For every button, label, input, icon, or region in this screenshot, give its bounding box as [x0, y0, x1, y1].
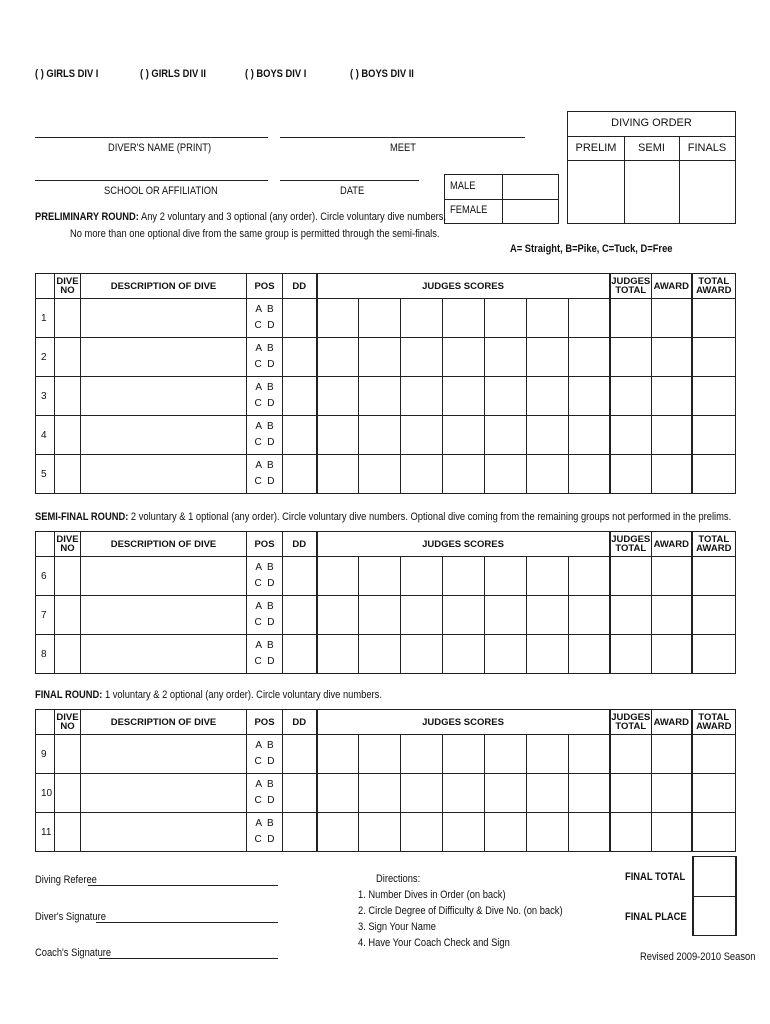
checkbox-girls-div-1[interactable]: ( ) GIRLS DIV I	[35, 68, 99, 80]
final-text: 1 voluntary & 2 optional (any order). Circle voluntary dive numbers.	[102, 689, 382, 701]
table-header	[36, 710, 736, 735]
total-award-cell[interactable]	[692, 377, 736, 416]
dd-header: DD	[283, 710, 317, 735]
judge-score-cell[interactable]	[401, 596, 443, 635]
judge-score-cell[interactable]	[401, 455, 443, 494]
row-number: 9	[36, 735, 55, 774]
coach-signature-line[interactable]	[99, 958, 278, 959]
row-number: 1	[36, 299, 55, 338]
final-total-label: FINAL TOTAL	[625, 871, 686, 883]
date-line[interactable]	[280, 180, 419, 181]
judge-score-cell[interactable]	[359, 557, 401, 596]
judges-total-cell[interactable]	[610, 338, 652, 377]
description-cell[interactable]	[81, 635, 247, 674]
dd-cell[interactable]	[283, 299, 317, 338]
dd-header: DD	[283, 274, 317, 299]
description-cell[interactable]	[81, 299, 247, 338]
final-place-label: FINAL PLACE	[625, 911, 687, 923]
award-cell[interactable]	[652, 299, 692, 338]
judge-score-cell[interactable]	[317, 813, 359, 852]
diver-signature-label: Diver's Signature	[35, 911, 106, 923]
blank-header	[36, 710, 55, 735]
judge-score-cell[interactable]	[443, 338, 485, 377]
award-cell[interactable]	[652, 455, 692, 494]
total-award-cell[interactable]	[692, 635, 736, 674]
pos-cell[interactable]: A B C D	[247, 596, 283, 635]
description-cell[interactable]	[81, 377, 247, 416]
total-award-cell[interactable]	[692, 735, 736, 774]
pos-cell[interactable]: A B C D	[247, 416, 283, 455]
dive-no-cell[interactable]	[55, 596, 81, 635]
pos-cell[interactable]: A B C D	[247, 557, 283, 596]
dd-cell[interactable]	[283, 455, 317, 494]
judge-score-cell[interactable]	[317, 338, 359, 377]
pos-cell[interactable]: A B C D	[247, 299, 283, 338]
total-award-cell[interactable]	[692, 416, 736, 455]
judge-score-cell[interactable]	[317, 299, 359, 338]
row-number: 2	[36, 338, 55, 377]
dive-no-cell[interactable]	[55, 299, 81, 338]
judges-total-cell[interactable]	[610, 635, 652, 674]
judge-score-cell[interactable]	[527, 596, 569, 635]
judge-score-cell[interactable]	[401, 299, 443, 338]
pos-cell[interactable]: A B C D	[247, 813, 283, 852]
judge-score-cell[interactable]	[527, 455, 569, 494]
judge-score-cell[interactable]	[569, 455, 610, 494]
judges-total-header: JUDGES TOTAL	[610, 532, 652, 557]
judge-score-cell[interactable]	[569, 596, 610, 635]
judge-score-cell[interactable]	[443, 774, 485, 813]
judges-total-cell[interactable]	[610, 416, 652, 455]
dive-no-header: DIVE NO	[55, 532, 81, 557]
dd-cell[interactable]	[283, 557, 317, 596]
dive-row	[36, 635, 736, 674]
judge-score-cell[interactable]	[359, 377, 401, 416]
judge-score-cell[interactable]	[569, 635, 610, 674]
judge-score-cell[interactable]	[527, 416, 569, 455]
direction-item: 3. Sign Your Name	[358, 921, 436, 933]
total-award-cell[interactable]	[692, 338, 736, 377]
dive-no-cell[interactable]	[55, 774, 81, 813]
judge-score-cell[interactable]	[317, 377, 359, 416]
pos-cell[interactable]: A B C D	[247, 377, 283, 416]
pos-cell[interactable]: A B C D	[247, 455, 283, 494]
score-table	[35, 273, 736, 494]
row-number: 6	[36, 557, 55, 596]
table-header	[36, 274, 736, 299]
judge-score-cell[interactable]	[443, 735, 485, 774]
judge-score-cell[interactable]	[359, 774, 401, 813]
judge-score-cell[interactable]	[569, 735, 610, 774]
judge-score-cell[interactable]	[485, 596, 527, 635]
judge-score-cell[interactable]	[359, 416, 401, 455]
judge-score-cell[interactable]	[359, 596, 401, 635]
pos-header: POS	[247, 274, 283, 299]
blank-header	[36, 274, 55, 299]
judge-score-cell[interactable]	[485, 377, 527, 416]
judge-score-cell[interactable]	[527, 299, 569, 338]
dive-no-cell[interactable]	[55, 455, 81, 494]
direction-item: 4. Have Your Coach Check and Sign	[358, 937, 510, 949]
dive-no-cell[interactable]	[55, 557, 81, 596]
judge-score-cell[interactable]	[317, 416, 359, 455]
dive-row	[36, 735, 736, 774]
pos-cell[interactable]: A B C D	[247, 735, 283, 774]
row-number: 11	[36, 813, 55, 852]
direction-item: 1. Number Dives in Order (on back)	[358, 889, 506, 901]
dd-cell[interactable]	[283, 774, 317, 813]
judge-score-cell[interactable]	[443, 596, 485, 635]
semi-text: 2 voluntary & 1 optional (any order). Circle voluntary dive numbers. Optional dive coming from the remaining groups not performed in the prelims.	[128, 511, 732, 523]
blank-header	[36, 532, 55, 557]
judge-score-cell[interactable]	[569, 338, 610, 377]
female-label[interactable]: FEMALE	[450, 204, 488, 216]
judge-score-cell[interactable]	[401, 635, 443, 674]
judge-score-cell[interactable]	[317, 735, 359, 774]
judge-score-cell[interactable]	[401, 813, 443, 852]
judge-score-cell[interactable]	[443, 416, 485, 455]
description-cell[interactable]	[81, 416, 247, 455]
award-header: AWARD	[652, 710, 692, 735]
pos-cell[interactable]: A B C D	[247, 635, 283, 674]
pos-header: POS	[247, 710, 283, 735]
dive-row	[36, 299, 736, 338]
judge-score-cell[interactable]	[569, 774, 610, 813]
total-award-cell[interactable]	[692, 299, 736, 338]
row-number: 4	[36, 416, 55, 455]
award-header: AWARD	[652, 274, 692, 299]
dd-cell[interactable]	[283, 338, 317, 377]
total-award-cell[interactable]	[692, 557, 736, 596]
prelim-instructions	[35, 211, 446, 223]
judges-total-cell[interactable]	[610, 735, 652, 774]
judge-score-cell[interactable]	[359, 299, 401, 338]
directions-title: Directions:	[376, 873, 421, 885]
direction-item: 2. Circle Degree of Difficulty & Dive No. (on back)	[358, 905, 563, 917]
judge-score-cell[interactable]	[485, 416, 527, 455]
judge-score-cell[interactable]	[485, 338, 527, 377]
total-award-header: TOTAL AWARD	[692, 710, 736, 735]
judges-total-cell[interactable]	[610, 774, 652, 813]
judge-score-cell[interactable]	[485, 774, 527, 813]
dive-no-cell[interactable]	[55, 338, 81, 377]
row-number: 5	[36, 455, 55, 494]
dive-no-cell[interactable]	[55, 377, 81, 416]
dive-no-cell[interactable]	[55, 735, 81, 774]
judge-score-cell[interactable]	[527, 377, 569, 416]
semi-heading: SEMI-FINAL ROUND:	[35, 511, 129, 523]
description-cell[interactable]	[81, 338, 247, 377]
dd-cell[interactable]	[283, 735, 317, 774]
judges-scores-header: JUDGES SCORES	[317, 274, 610, 299]
dive-no-cell[interactable]	[55, 416, 81, 455]
description-cell[interactable]	[81, 735, 247, 774]
judges-total-cell[interactable]	[610, 455, 652, 494]
award-cell[interactable]	[652, 735, 692, 774]
judge-score-cell[interactable]	[317, 774, 359, 813]
judge-score-cell[interactable]	[485, 635, 527, 674]
award-header: AWARD	[652, 532, 692, 557]
judges-total-cell[interactable]	[610, 596, 652, 635]
final-instructions	[35, 689, 382, 701]
school-line[interactable]	[35, 180, 268, 181]
judge-score-cell[interactable]	[485, 299, 527, 338]
award-cell[interactable]	[652, 774, 692, 813]
dive-row	[36, 377, 736, 416]
dive-row	[36, 455, 736, 494]
diving-order-box	[567, 111, 736, 224]
coach-signature-label: Coach's Signature	[35, 947, 112, 959]
judge-score-cell[interactable]	[359, 813, 401, 852]
meet-label: MEET	[390, 142, 416, 154]
dive-row	[36, 813, 736, 852]
row-number: 8	[36, 635, 55, 674]
semi-instructions	[35, 511, 731, 523]
judge-score-cell[interactable]	[443, 299, 485, 338]
judge-score-cell[interactable]	[317, 596, 359, 635]
award-cell[interactable]	[652, 377, 692, 416]
score-table	[35, 709, 736, 852]
judge-score-cell[interactable]	[401, 416, 443, 455]
pos-cell[interactable]: A B C D	[247, 774, 283, 813]
judge-score-cell[interactable]	[359, 635, 401, 674]
judge-score-cell[interactable]	[485, 557, 527, 596]
pos-header: POS	[247, 532, 283, 557]
judges-total-cell[interactable]	[610, 813, 652, 852]
judge-score-cell[interactable]	[569, 299, 610, 338]
divers-name-label: DIVER'S NAME (PRINT)	[108, 142, 212, 154]
judge-score-cell[interactable]	[569, 557, 610, 596]
judge-score-cell[interactable]	[401, 377, 443, 416]
award-cell[interactable]	[652, 557, 692, 596]
table-header	[36, 532, 736, 557]
dive-no-header: DIVE NO	[55, 274, 81, 299]
dive-row	[36, 557, 736, 596]
prelim-instructions-2: No more than one optional dive from the same group is permitted through the semi-finals.	[70, 228, 440, 240]
description-cell[interactable]	[81, 774, 247, 813]
total-award-cell[interactable]	[692, 813, 736, 852]
dive-row	[36, 774, 736, 813]
male-label[interactable]: MALE	[450, 180, 476, 192]
dive-no-cell[interactable]	[55, 813, 81, 852]
judges-scores-header: JUDGES SCORES	[317, 532, 610, 557]
referee-label: Diving Referee	[35, 874, 97, 886]
judge-score-cell[interactable]	[359, 338, 401, 377]
semi-label: SEMI	[638, 142, 665, 154]
judge-score-cell[interactable]	[485, 455, 527, 494]
referee-line[interactable]	[88, 885, 278, 886]
award-cell[interactable]	[652, 416, 692, 455]
date-label: DATE	[340, 185, 365, 197]
judge-score-cell[interactable]	[527, 735, 569, 774]
final-results-box[interactable]	[692, 856, 737, 936]
judge-score-cell[interactable]	[443, 635, 485, 674]
description-cell[interactable]	[81, 596, 247, 635]
total-award-cell[interactable]	[692, 455, 736, 494]
description-cell[interactable]	[81, 557, 247, 596]
judge-score-cell[interactable]	[569, 813, 610, 852]
diver-signature-line[interactable]	[96, 922, 278, 923]
judges-total-header: JUDGES TOTAL	[610, 274, 652, 299]
revision-note: Revised 2009-2010 Season	[640, 951, 756, 963]
diving-order-title: DIVING ORDER	[611, 117, 692, 129]
judge-score-cell[interactable]	[443, 377, 485, 416]
dive-no-cell[interactable]	[55, 635, 81, 674]
judge-score-cell[interactable]	[527, 813, 569, 852]
judge-score-cell[interactable]	[401, 557, 443, 596]
judge-score-cell[interactable]	[527, 774, 569, 813]
judges-total-cell[interactable]	[610, 377, 652, 416]
judges-total-cell[interactable]	[610, 557, 652, 596]
award-cell[interactable]	[652, 635, 692, 674]
judge-score-cell[interactable]	[359, 455, 401, 494]
score-table	[35, 531, 736, 674]
judge-score-cell[interactable]	[317, 635, 359, 674]
prelim-heading: PRELIMINARY ROUND:	[35, 211, 139, 223]
checkbox-boys-div-2[interactable]: ( ) BOYS DIV II	[350, 68, 414, 80]
judge-score-cell[interactable]	[317, 455, 359, 494]
judge-score-cell[interactable]	[485, 735, 527, 774]
judge-score-cell[interactable]	[359, 735, 401, 774]
total-award-cell[interactable]	[692, 596, 736, 635]
total-award-cell[interactable]	[692, 774, 736, 813]
meet-line[interactable]	[280, 137, 525, 138]
judge-score-cell[interactable]	[443, 813, 485, 852]
dd-cell[interactable]	[283, 635, 317, 674]
judges-total-cell[interactable]	[610, 299, 652, 338]
prelim-text: Any 2 voluntary and 3 optional (any order). Circle voluntary dive numbers.	[138, 211, 447, 223]
judges-total-header: JUDGES TOTAL	[610, 710, 652, 735]
position-legend: A= Straight, B=Pike, C=Tuck, D=Free	[510, 243, 673, 255]
dive-no-header: DIVE NO	[55, 710, 81, 735]
dive-row	[36, 338, 736, 377]
description-header: DESCRIPTION OF DIVE	[81, 532, 247, 557]
description-cell[interactable]	[81, 813, 247, 852]
judge-score-cell[interactable]	[569, 416, 610, 455]
total-award-header: TOTAL AWARD	[692, 274, 736, 299]
school-label: SCHOOL OR AFFILIATION	[104, 185, 218, 197]
dd-cell[interactable]	[283, 377, 317, 416]
dd-cell[interactable]	[283, 596, 317, 635]
dd-cell[interactable]	[283, 416, 317, 455]
finals-label: FINALS	[687, 142, 727, 154]
award-cell[interactable]	[652, 338, 692, 377]
row-number: 10	[36, 774, 55, 813]
judge-score-cell[interactable]	[569, 377, 610, 416]
judges-scores-header: JUDGES SCORES	[317, 710, 610, 735]
final-heading: FINAL ROUND:	[35, 689, 103, 701]
dd-header: DD	[283, 532, 317, 557]
judge-score-cell[interactable]	[443, 455, 485, 494]
checkbox-girls-div-2[interactable]: ( ) GIRLS DIV II	[140, 68, 206, 80]
checkbox-boys-div-1[interactable]: ( ) BOYS DIV I	[245, 68, 307, 80]
description-header: DESCRIPTION OF DIVE	[81, 710, 247, 735]
description-cell[interactable]	[81, 455, 247, 494]
prelim-label: PRELIM	[575, 142, 617, 154]
total-award-header: TOTAL AWARD	[692, 532, 736, 557]
row-number: 3	[36, 377, 55, 416]
dive-row	[36, 596, 736, 635]
judge-score-cell[interactable]	[401, 735, 443, 774]
divers-name-line[interactable]	[35, 137, 268, 138]
gender-box	[444, 174, 559, 224]
judge-score-cell[interactable]	[401, 338, 443, 377]
award-cell[interactable]	[652, 596, 692, 635]
judge-score-cell[interactable]	[527, 338, 569, 377]
description-header: DESCRIPTION OF DIVE	[81, 274, 247, 299]
dd-cell[interactable]	[283, 813, 317, 852]
judge-score-cell[interactable]	[527, 635, 569, 674]
judge-score-cell[interactable]	[527, 557, 569, 596]
judge-score-cell[interactable]	[401, 774, 443, 813]
dive-row	[36, 416, 736, 455]
judge-score-cell[interactable]	[485, 813, 527, 852]
award-cell[interactable]	[652, 813, 692, 852]
pos-cell[interactable]: A B C D	[247, 338, 283, 377]
judge-score-cell[interactable]	[443, 557, 485, 596]
judge-score-cell[interactable]	[317, 557, 359, 596]
row-number: 7	[36, 596, 55, 635]
